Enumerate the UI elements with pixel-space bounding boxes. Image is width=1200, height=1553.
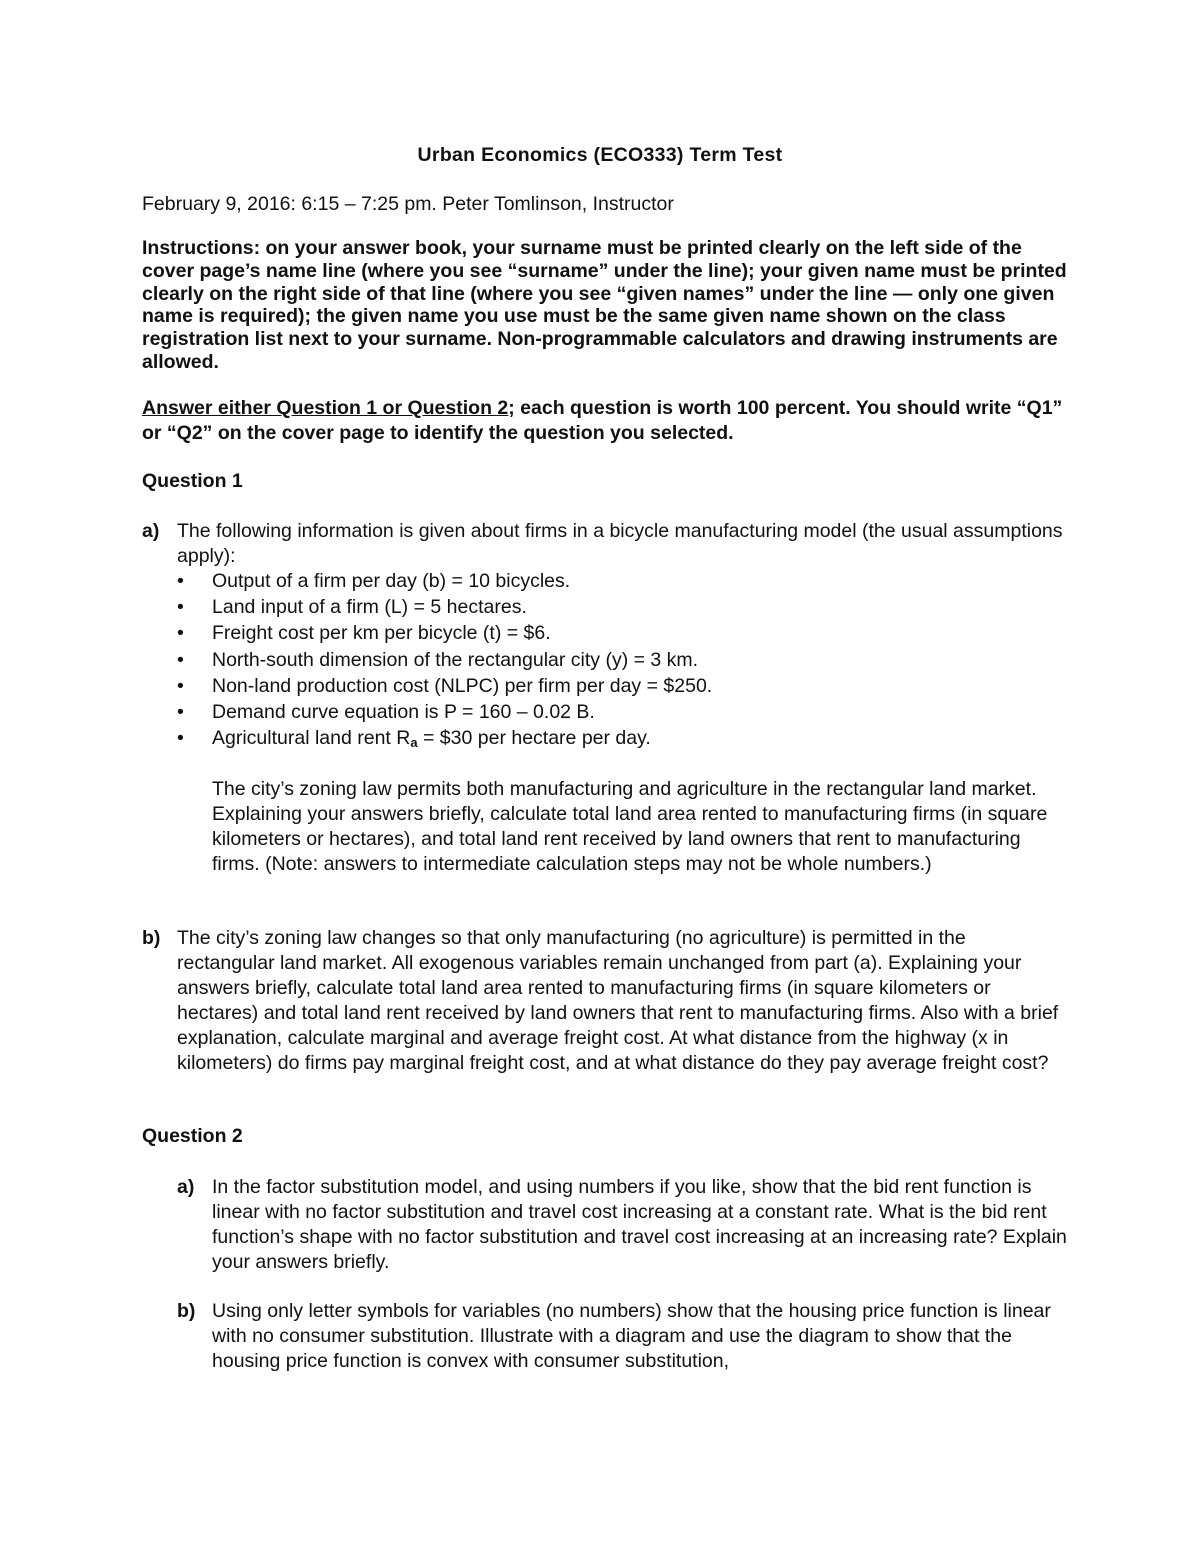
subscript-a: a — [410, 735, 418, 751]
question-2-heading: Question 2 — [142, 1125, 243, 1147]
bullet-icon: • — [177, 700, 184, 723]
part-b-text: The city’s zoning law changes so that only manufacturing (no agriculture) is permitted in the rectangular land market. All exogenous variables remain unchanged from part (a). Explaining your answers briefly, calculate total land area rented to manufacturing firms (in square kilometers or hectares) and total land rent received by land owners that rent to manufacturing firms. Also with a brief explanation, calculate marginal and average freight cost. At what distance from the highway (x in kilometers) do firms pay marginal freight cost, and at what distance do they pay average freight cost? — [177, 927, 1059, 1074]
part-label: b) — [142, 927, 161, 949]
list-item: • Output of a firm per day (b) = 10 bicycles. — [177, 570, 571, 592]
date-instructor-line: February 9, 2016: 6:15 – 7:25 pm. Peter Tomlinson, Instructor — [142, 193, 674, 215]
bullet-icon: • — [177, 570, 184, 592]
part-a-intro: The following information is given about firms in a bicycle manufacturing model (the usual assumptions apply): — [177, 520, 1063, 567]
list-item: • North-south dimension of the rectangular city (y) = 3 km. — [177, 648, 699, 671]
question-1-heading: Question 1 — [142, 470, 243, 492]
bullet-icon: • — [177, 727, 184, 750]
part-label: a) — [177, 1176, 195, 1198]
given-information-list — [177, 569, 1037, 752]
list-item: • Agricultural land rent $R_a$ = $30 per hectare per day. — [177, 727, 651, 751]
bullet-icon: • — [177, 596, 184, 619]
part-label: b) — [177, 1300, 196, 1322]
list-item: • Land input of a firm (L) = 5 hectares. — [177, 596, 527, 619]
bullet-icon: • — [177, 648, 184, 671]
answer-note-underlined: Answer either Question 1 or Question 2 — [142, 397, 509, 419]
answer-note-rest: ; each question is worth 100 percent. You should write “Q1” or “Q2” on the cover page to identify the question you selected. — [142, 397, 1063, 444]
part-a-paragraph: The city’s zoning law permits both manufacturing and agriculture in the rectangular land market. Explaining your answers briefly, calculate total land area rented to manufacturing firms (in square kilometers or hectares), and total land rent received by land owners that rent to manufacturing firms. (Note: answers to intermediate calculation steps may not be whole numbers.) — [212, 778, 1048, 875]
bullet-icon: • — [177, 674, 184, 697]
part-label: a) — [142, 520, 160, 542]
answer-note — [142, 396, 1067, 446]
bullet-icon: • — [177, 622, 184, 645]
document-title: Urban Economics (ECO333) Term Test — [417, 144, 783, 166]
list-item: • Non-land production cost (NLPC) per firm per day = $250. — [177, 674, 713, 697]
q2-part-a-text: In the factor substitution model, and using numbers if you like, show that the bid rent function is linear with no factor substitution and travel cost increasing at a constant rate. What is the bid rent function’s shape with no factor substitution and travel cost increasing at an increasing rate? Explain your answers briefly. — [212, 1176, 1067, 1273]
q2-part-b-text: Using only letter symbols for variables (no numbers) show that the housing price function is linear with no consumer substitution. Illustrate with a diagram and use the diagram to show that the housing price function is convex with consumer substitution, — [212, 1300, 1051, 1372]
instructions-paragraph: Instructions: on your answer book, your surname must be printed clearly on the left side of the cover page’s name line (where you see “surname” under the line); your given name must be printed clearly on the right side of that line (where you see “given names” under the line — only one given name is required); the given name you use must be the same given name shown on the class registration list next to your surname. Non-programmable calculators and drawing instruments are allowed. — [142, 237, 1067, 373]
list-item: • Demand curve equation is P = 160 – 0.02 B. — [177, 700, 595, 723]
list-item: • Freight cost per km per bicycle (t) = $6. — [177, 622, 551, 645]
